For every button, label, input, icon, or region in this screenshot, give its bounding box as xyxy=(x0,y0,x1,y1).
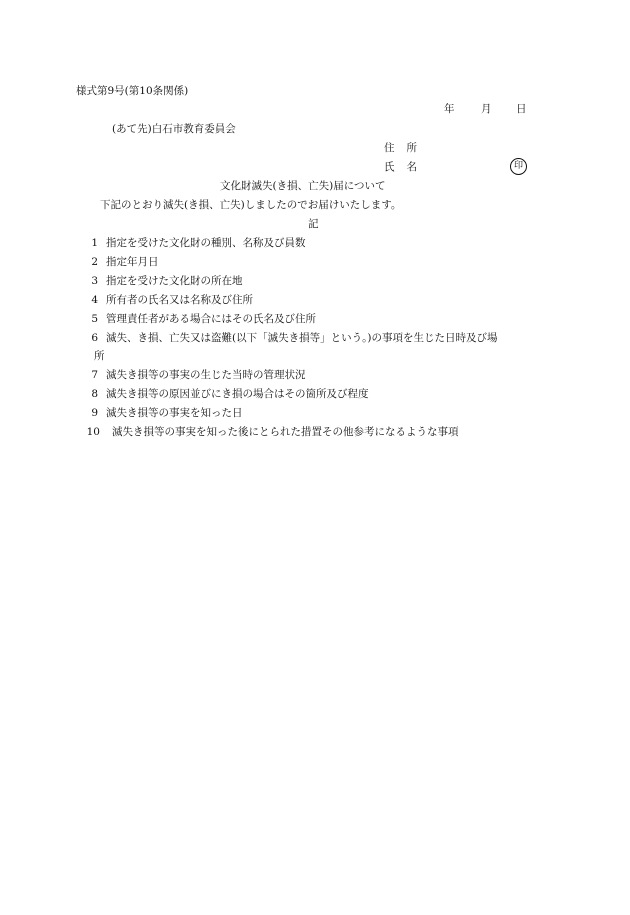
name-label xyxy=(384,162,417,173)
address-label xyxy=(384,143,417,154)
list-item xyxy=(0,314,630,328)
item-number: 3 xyxy=(91,275,98,287)
item-text: 滅失き損等の原因並びにき損の場合はその箇所及び程度 xyxy=(106,388,369,400)
name-label-char-2: 名 xyxy=(406,161,417,173)
list-item xyxy=(0,370,630,384)
item-text: 滅失き損等の事実の生じた当時の管理状況 xyxy=(106,369,306,381)
list-item xyxy=(0,257,630,271)
list-item xyxy=(0,295,630,309)
item-number: 9 xyxy=(91,407,98,419)
list-item xyxy=(0,276,630,290)
seal-mark: 印 xyxy=(510,158,527,175)
item-text: 所有者の氏名又は名称及び住所 xyxy=(106,294,253,306)
item-number: 1 xyxy=(91,237,98,249)
list-item xyxy=(0,333,630,347)
date-month-label: 月 xyxy=(481,103,492,115)
item-text: 指定を受けた文化財の所在地 xyxy=(106,275,243,287)
item-text: 滅失き損等の事実を知った日 xyxy=(106,407,243,419)
ki-marker: 記 xyxy=(308,218,319,230)
list-item xyxy=(0,389,630,403)
date-day-label: 日 xyxy=(516,103,527,115)
item-number: 5 xyxy=(91,313,98,325)
item-text: 指定を受けた文化財の種別、名称及び員数 xyxy=(106,237,306,249)
item-text-continuation: 所 xyxy=(94,350,105,362)
item-text: 管理責任者がある場合にはその氏名及び住所 xyxy=(106,313,316,325)
addressee: (あて先)白石市教育委員会 xyxy=(112,123,236,135)
intro-text: 下記のとおり滅失(き損、亡失)しましたのでお届けいたします。 xyxy=(100,199,402,211)
name-label-char-1: 氏 xyxy=(384,161,395,173)
item-number: 7 xyxy=(91,369,98,381)
list-item xyxy=(0,427,630,441)
item-number: 8 xyxy=(91,388,98,400)
item-number: 2 xyxy=(91,256,98,268)
item-text: 滅失き損等の事実を知った後にとられた措置その他参考になるような事項 xyxy=(112,426,459,438)
list-item xyxy=(0,408,630,422)
item-number: 10 xyxy=(86,426,100,438)
address-label-char-1: 住 xyxy=(384,142,395,154)
address-label-char-2: 所 xyxy=(406,142,417,154)
item-number: 4 xyxy=(91,294,98,306)
item-text: 指定年月日 xyxy=(106,256,159,268)
item-text: 滅失、き損、亡失又は盗難(以下「滅失き損等」という。)の事項を生じた日時及び場 xyxy=(106,332,498,344)
form-number: 様式第9号(第10条関係) xyxy=(76,85,189,97)
date-year-label: 年 xyxy=(444,103,455,115)
list-item xyxy=(0,238,630,252)
item-number: 6 xyxy=(91,332,98,344)
document-title: 文化財滅失(き損、亡失)届について xyxy=(220,180,386,192)
